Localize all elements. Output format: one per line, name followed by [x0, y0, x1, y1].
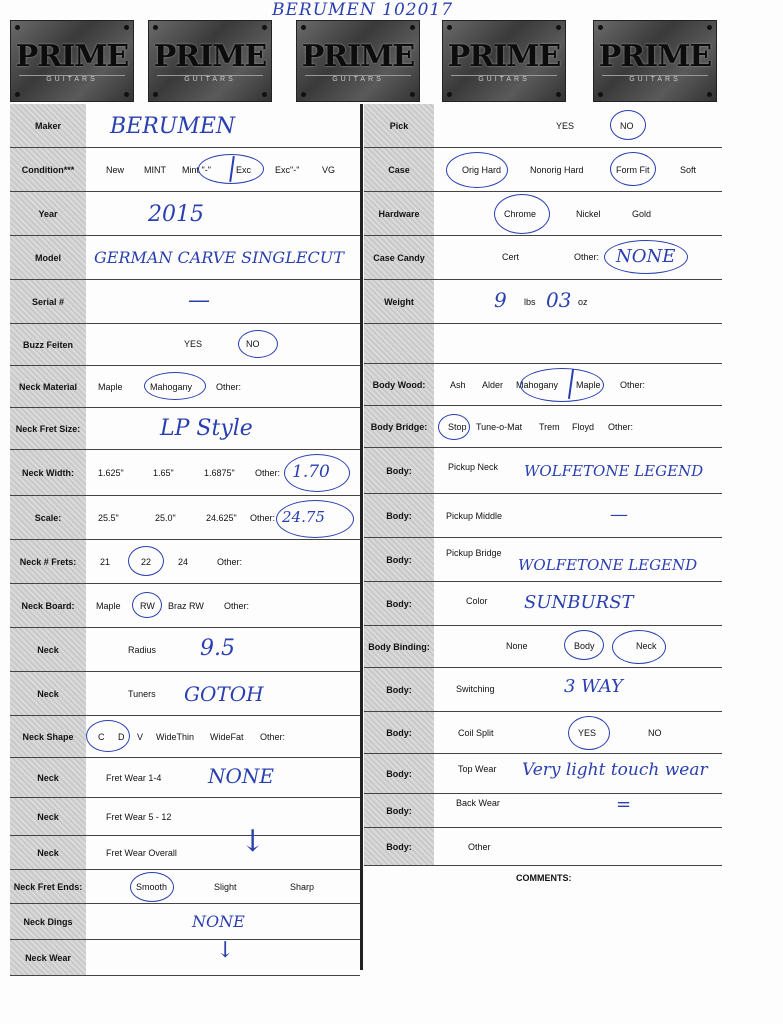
option: V [137, 732, 144, 742]
logo-sub: GUITARS [305, 75, 411, 86]
row-scale [10, 496, 360, 540]
logo-name: PRIME [598, 39, 712, 74]
field-label: Body Wood: [364, 364, 434, 405]
selection-circle [284, 454, 350, 492]
option: Maple [576, 380, 601, 390]
option: Cert [502, 252, 520, 262]
option: Alder [482, 380, 504, 390]
option: 25.0" [155, 513, 176, 523]
row-fret-wear-5-12 [10, 798, 360, 836]
field-name: Pickup Middle [446, 511, 503, 521]
option: Exc [236, 165, 252, 175]
row-case [364, 148, 722, 192]
option: D [118, 732, 125, 742]
field-label: Body: [364, 448, 434, 493]
option: Other: [260, 732, 286, 742]
bolt-icon [301, 25, 306, 30]
selection-circle [494, 194, 550, 234]
bolt-icon [556, 25, 561, 30]
option: RW [140, 601, 155, 611]
field-label: Buzz Feiten [10, 324, 86, 365]
row-pick [364, 104, 722, 148]
logo-name: PRIME [153, 39, 267, 74]
top-wear-value: Very light touch wear [522, 760, 708, 780]
bolt-icon [15, 92, 20, 97]
field-name: Radius [128, 645, 157, 655]
option: YES [578, 728, 597, 738]
bolt-icon [124, 92, 129, 97]
selection-circle [612, 630, 666, 664]
selection-circle [568, 716, 610, 750]
option: WideThin [156, 732, 195, 742]
option: Other: [217, 557, 243, 567]
prime-logo [296, 20, 420, 102]
year-value: 2015 [148, 202, 204, 227]
option: Stop [448, 422, 467, 432]
row-pickup-bridge [364, 538, 722, 582]
field-label: Neck Width: [10, 450, 86, 495]
option: Other: [574, 252, 600, 262]
bolt-icon [301, 92, 306, 97]
option: Neck [636, 641, 657, 651]
row-serial [10, 280, 360, 324]
selection-circle [276, 500, 354, 538]
pickup-middle-value: — [610, 504, 628, 525]
option: Nonorig Hard [530, 165, 584, 175]
field-label: Serial # [10, 280, 86, 323]
bolt-icon [707, 25, 712, 30]
row-neck-dings [10, 904, 360, 940]
option: New [106, 165, 125, 175]
field-label: Neck Fret Size: [10, 408, 86, 449]
field-label: Body: [364, 754, 434, 793]
option: Tune-o-Mat [476, 422, 523, 432]
column-divider [360, 104, 363, 970]
selection-circle [130, 872, 174, 902]
weight-lbs: 9 [494, 288, 507, 312]
field-name: Coil Split [458, 728, 494, 738]
row-top-wear [364, 754, 722, 794]
selection-circle [132, 592, 162, 618]
option: Ash [450, 380, 466, 390]
field-label: Neck [10, 672, 86, 715]
logo-name: PRIME [301, 39, 415, 74]
logo-sub: GUITARS [157, 75, 263, 86]
option: Other: [224, 601, 250, 611]
header-note: BERUMEN 102017 [272, 0, 454, 20]
row-weight [364, 280, 722, 324]
option: None [506, 641, 528, 651]
row-hardware [364, 192, 722, 236]
field-label: Scale: [10, 496, 86, 539]
option: C [98, 732, 105, 742]
pickup-bridge-value: WOLFETONE LEGEND [518, 556, 698, 574]
selection-circle [604, 240, 688, 274]
comments-label: COMMENTS: [516, 873, 572, 883]
logo-name: PRIME [15, 39, 129, 74]
prime-logo [10, 20, 134, 102]
option: Nickel [576, 209, 601, 219]
pickup-neck-value: WOLFETONE LEGEND [524, 462, 704, 480]
row-neck-width [10, 450, 360, 496]
selection-circle [610, 110, 646, 140]
field-label: Neck [10, 628, 86, 671]
unit-label: oz [578, 297, 588, 307]
logo-sub: GUITARS [602, 75, 708, 86]
option: 22 [141, 557, 152, 567]
selection-circle [438, 414, 470, 440]
tuners-value: GOTOH [184, 682, 264, 706]
field-label: Body Bridge: [364, 406, 434, 447]
option: 1.65" [153, 468, 174, 478]
row-maker [10, 104, 360, 148]
bolt-icon [707, 92, 712, 97]
option: Mahogany [150, 382, 193, 392]
field-label: Body: [364, 582, 434, 625]
bolt-icon [447, 92, 452, 97]
option: Chrome [504, 209, 537, 219]
field-name: Top Wear [458, 764, 497, 774]
field-label: Neck [10, 798, 86, 835]
option: WideFat [210, 732, 244, 742]
option: Body [574, 641, 595, 651]
field-label: Neck Board: [10, 584, 86, 627]
field-label: Weight [364, 280, 434, 323]
row-fret-ends [10, 870, 360, 904]
row-case-candy [364, 236, 722, 280]
bolt-icon [262, 92, 267, 97]
option: Exc"-" [275, 165, 300, 175]
neck-dings-value: NONE [192, 912, 245, 931]
row-pickup-neck [364, 448, 722, 494]
bolt-icon [153, 25, 158, 30]
option: Maple [96, 601, 121, 611]
row-coil-split [364, 712, 722, 754]
field-label: Body: [364, 712, 434, 753]
model-value: GERMAN CARVE SINGLECUT [94, 248, 344, 267]
fret-wear-overall-value: ↓ [240, 824, 266, 859]
option: Other: [620, 380, 646, 390]
row-neck-shape [10, 716, 360, 758]
option: Soft [680, 165, 697, 175]
row-neck-material [10, 366, 360, 408]
option: Other: [255, 468, 281, 478]
option: 1.625" [98, 468, 124, 478]
field-name: Fret Wear Overall [106, 848, 177, 858]
option: 24 [178, 557, 189, 567]
field-label: Neck [10, 758, 86, 797]
selection-circle [520, 368, 604, 402]
fret-wear-value: NONE [208, 764, 274, 788]
field-label: Case [364, 148, 434, 191]
prime-logo [148, 20, 272, 102]
field-name: Pickup Neck [448, 462, 499, 472]
field-label: Case Candy [364, 236, 434, 279]
option: 1.6875" [204, 468, 235, 478]
field-label: Year [10, 192, 86, 235]
bolt-icon [447, 25, 452, 30]
field-label: Body: [364, 794, 434, 827]
row-back-wear [364, 794, 722, 828]
option: MINT [144, 165, 166, 175]
field-label: Maker [10, 104, 86, 147]
field-name: Fret Wear 1-4 [106, 773, 162, 783]
case-candy-value: NONE [616, 246, 676, 267]
row-pickup-middle [364, 494, 722, 538]
row-neck-board [10, 584, 360, 628]
field-name: Tuners [128, 689, 156, 699]
option: Trem [539, 422, 560, 432]
field-label: Body: [364, 538, 434, 581]
field-name: Switching [456, 684, 495, 694]
field-label: Body Binding: [364, 626, 434, 667]
selection-circle [238, 330, 278, 358]
option: Orig Hard [462, 165, 502, 175]
neck-wear-value: ↓ [216, 938, 235, 963]
field-label: Neck Shape [10, 716, 86, 757]
bolt-icon [410, 25, 415, 30]
row-switching [364, 668, 722, 712]
row-tuners [10, 672, 360, 716]
prime-logo [442, 20, 566, 102]
field-name: Color [466, 596, 488, 606]
option: NO [648, 728, 662, 738]
bolt-icon [410, 92, 415, 97]
option: Floyd [572, 422, 595, 432]
right-form-column [364, 104, 722, 866]
option: Other: [608, 422, 634, 432]
selection-circle [86, 720, 130, 752]
neck-width-value: 1.70 [292, 462, 330, 482]
option: Mint "-" [182, 165, 211, 175]
logo-name: PRIME [447, 39, 561, 74]
bolt-icon [556, 92, 561, 97]
bolt-icon [15, 25, 20, 30]
scale-value: 24.75 [282, 508, 325, 526]
field-label: Neck # Frets: [10, 540, 86, 583]
unit-label: lbs [524, 297, 536, 307]
field-label: Body: [364, 828, 434, 865]
field-label: Neck Material [10, 366, 86, 407]
field-label: Body: [364, 494, 434, 537]
row-body-binding [364, 626, 722, 668]
field-name: Back Wear [456, 798, 500, 808]
field-label: Neck Dings [10, 904, 86, 939]
bolt-icon [598, 25, 603, 30]
bolt-icon [124, 25, 129, 30]
weight-oz: 03 [546, 288, 572, 312]
field-label: Neck Fret Ends: [10, 870, 86, 903]
row-fret-wear-1-4 [10, 758, 360, 798]
color-value: SUNBURST [524, 592, 634, 613]
field-name: Other [468, 842, 491, 852]
option: Braz RW [168, 601, 204, 611]
field-label: Condition*** [10, 148, 86, 191]
field-label: Neck [10, 836, 86, 869]
prime-logo [593, 20, 717, 102]
row-fret-size [10, 408, 360, 450]
row-buzz-feiten [10, 324, 360, 366]
switching-value: 3 WAY [564, 676, 623, 697]
field-label: Body: [364, 668, 434, 711]
bolt-icon [598, 92, 603, 97]
logo-sub: GUITARS [451, 75, 557, 86]
selection-circle [610, 152, 656, 186]
field-label [364, 324, 434, 363]
field-name: Fret Wear 5 - 12 [106, 812, 172, 822]
option: Other: [216, 382, 242, 392]
field-label: Pick [364, 104, 434, 147]
option: Other: [250, 513, 276, 523]
maker-value: BERUMEN [110, 114, 236, 139]
field-label: Model [10, 236, 86, 279]
radius-value: 9.5 [200, 636, 235, 661]
back-wear-value: = [616, 794, 632, 815]
row-frets [10, 540, 360, 584]
option: NO [246, 339, 260, 349]
option: YES [184, 339, 203, 349]
option: Gold [632, 209, 652, 219]
bolt-icon [262, 25, 267, 30]
row-year [10, 192, 360, 236]
row-radius [10, 628, 360, 672]
selection-circle [144, 372, 206, 400]
selection-circle [564, 630, 604, 660]
field-label: Neck Wear [10, 940, 86, 975]
selection-circle [128, 546, 164, 576]
option: 25.5" [98, 513, 119, 523]
fret-size-value: LP Style [160, 416, 253, 441]
row-blank [364, 324, 722, 364]
row-condition [10, 148, 360, 192]
row-other [364, 828, 722, 866]
bolt-icon [153, 92, 158, 97]
option: YES [556, 121, 575, 131]
option: Mahogany [516, 380, 559, 390]
option: Maple [98, 382, 123, 392]
selection-circle [446, 152, 508, 188]
option: Sharp [290, 882, 315, 892]
option: 24.625" [206, 513, 237, 523]
field-name: Pickup Bridge [446, 548, 502, 558]
option: Form Fit [616, 165, 650, 175]
row-fret-wear-overall [10, 824, 360, 870]
row-neck-wear [10, 940, 360, 976]
option: VG [322, 165, 336, 175]
option: 21 [100, 557, 111, 567]
row-body-bridge [364, 406, 722, 448]
field-label: Hardware [364, 192, 434, 235]
option: NO [620, 121, 634, 131]
serial-value: — [188, 288, 210, 313]
row-color [364, 582, 722, 626]
row-body-wood [364, 364, 722, 406]
option: Slight [214, 882, 237, 892]
row-model [10, 236, 360, 280]
option: Smooth [136, 882, 168, 892]
left-form-column [10, 104, 360, 976]
logo-sub: GUITARS [19, 75, 125, 86]
